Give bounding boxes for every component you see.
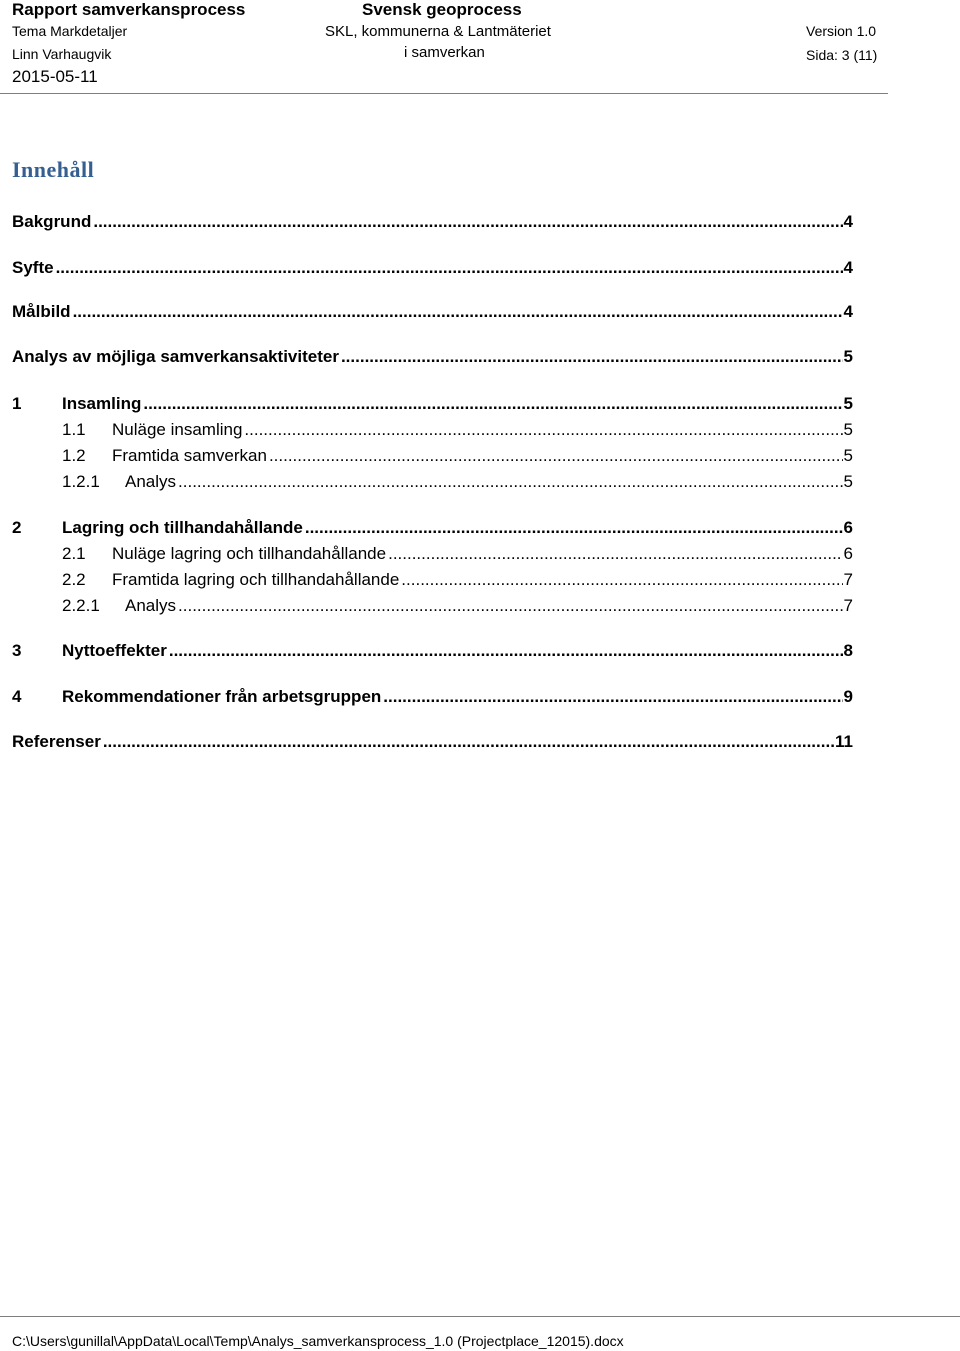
toc-dot-leader — [93, 212, 842, 232]
toc-entry-page: 5 — [843, 472, 853, 491]
toc-dot-leader — [143, 394, 842, 414]
toc-dot-leader — [178, 596, 843, 616]
page-header — [0, 0, 960, 96]
toc-entry-rekommendationer[interactable] — [12, 687, 853, 711]
toc-entry-number: 1.2.1 — [62, 472, 100, 491]
toc-entry-referenser[interactable] — [12, 732, 853, 756]
toc-entry-title: Analys — [125, 472, 177, 491]
toc-entry-page: 5 — [843, 420, 853, 439]
toc-dot-leader — [269, 446, 843, 466]
toc-entry-nulage-insamling[interactable] — [62, 420, 853, 444]
toc-entry-title: Lagring och tillhandahållande — [62, 518, 303, 537]
toc-entry-title: Framtida samverkan — [112, 446, 267, 465]
toc-entry-title: Analys av möjliga samverkansaktiviteter — [12, 347, 339, 366]
footer-file-path: C:\Users\gunillal\AppData\Local\Temp\Analys_samverkansprocess_1.0 (Projectplace_12015).docx — [12, 1333, 624, 1349]
org-title: Svensk geoprocess — [362, 0, 522, 19]
date-label: 2015-05-11 — [12, 67, 98, 86]
subject-label: Tema Markdetaljer — [12, 23, 128, 39]
toc-entry-number: 1 — [12, 394, 22, 413]
toc-dot-leader — [401, 570, 842, 590]
org-line-1: SKL, kommunerna & Lantmäteriet — [325, 23, 551, 40]
toc-entry-page: 8 — [843, 641, 853, 660]
toc-entry-page: 4 — [843, 258, 853, 277]
toc-entry-title: Nuläge insamling — [112, 420, 243, 439]
toc-dot-leader — [56, 258, 843, 278]
toc-entry-page: 9 — [843, 687, 853, 706]
version-label: Version 1.0 — [806, 23, 877, 39]
toc-entry-nulage-lagring[interactable] — [62, 544, 853, 568]
toc-entry-page: 5 — [843, 347, 853, 366]
toc-entry-page: 4 — [843, 302, 853, 321]
toc-entry-bakgrund[interactable] — [12, 212, 853, 236]
toc-entry-number: 1.1 — [62, 420, 86, 439]
toc-entry-title: Rekommendationer från arbetsgruppen — [62, 687, 382, 706]
toc-dot-leader — [178, 472, 843, 492]
toc-entry-number: 2 — [12, 518, 22, 537]
toc-entry-insamling[interactable] — [12, 394, 853, 418]
toc-entry-title: Bakgrund — [12, 212, 92, 231]
toc-entry-page: 5 — [843, 394, 853, 413]
toc-entry-nyttoeffekter[interactable] — [12, 641, 853, 665]
header-divider — [0, 93, 888, 94]
toc-entry-title: Nyttoeffekter — [62, 641, 167, 660]
toc-entry-framtida-lagring[interactable] — [62, 570, 853, 594]
toc-entry-analys-1-2-1[interactable] — [62, 472, 853, 496]
footer-divider — [0, 1316, 960, 1317]
toc-entry-page: 6 — [843, 518, 853, 537]
toc-entry-title: Analys — [125, 596, 177, 615]
toc-entry-number: 4 — [12, 687, 22, 706]
toc-entry-analys-2-2-1[interactable] — [62, 596, 853, 620]
toc-dot-leader — [103, 732, 834, 752]
toc-dot-leader — [73, 302, 843, 322]
toc-entry-page: 4 — [843, 212, 853, 231]
toc-entry-title: Framtida lagring och tillhandahållande — [112, 570, 400, 589]
toc-entry-title: Målbild — [12, 302, 71, 321]
author-label: Linn Varhaugvik — [12, 46, 112, 62]
toc-entry-page: 11 — [835, 732, 853, 751]
toc-entry-number: 2.2.1 — [62, 596, 100, 615]
org-line-2: i samverkan — [404, 44, 485, 61]
toc-dot-leader — [388, 544, 842, 564]
toc-entry-framtida-samverkan[interactable] — [62, 446, 853, 470]
toc-entry-title: Syfte — [12, 258, 54, 277]
toc-entry-lagring[interactable] — [12, 518, 853, 542]
toc-entry-number: 2.2 — [62, 570, 86, 589]
toc-dot-leader — [305, 518, 843, 538]
toc-entry-malbild[interactable] — [12, 302, 853, 326]
toc-entry-number: 1.2 — [62, 446, 86, 465]
toc-dot-leader — [169, 641, 843, 661]
toc-dot-leader — [341, 347, 843, 367]
toc-entry-number: 3 — [12, 641, 22, 660]
toc-entry-number: 2.1 — [62, 544, 86, 563]
page-number: Sida: 3 (11) — [806, 47, 878, 63]
report-title: Rapport samverkansprocess — [12, 0, 246, 19]
toc-entry-page: 7 — [843, 570, 853, 589]
toc-entry-syfte[interactable] — [12, 258, 853, 282]
toc-entry-analys-samverkansaktiviteter[interactable] — [12, 347, 853, 371]
toc-entry-title: Nuläge lagring och tillhandahållande — [112, 544, 387, 563]
toc-entry-title: Referenser — [12, 732, 101, 751]
toc-entry-title: Insamling — [62, 394, 142, 413]
toc-entry-page: 5 — [843, 446, 853, 465]
toc-entry-page: 6 — [843, 544, 853, 563]
toc-dot-leader — [244, 420, 842, 440]
toc-dot-leader — [383, 687, 842, 707]
toc-heading: Innehåll — [12, 157, 95, 182]
toc-entry-page: 7 — [843, 596, 853, 615]
